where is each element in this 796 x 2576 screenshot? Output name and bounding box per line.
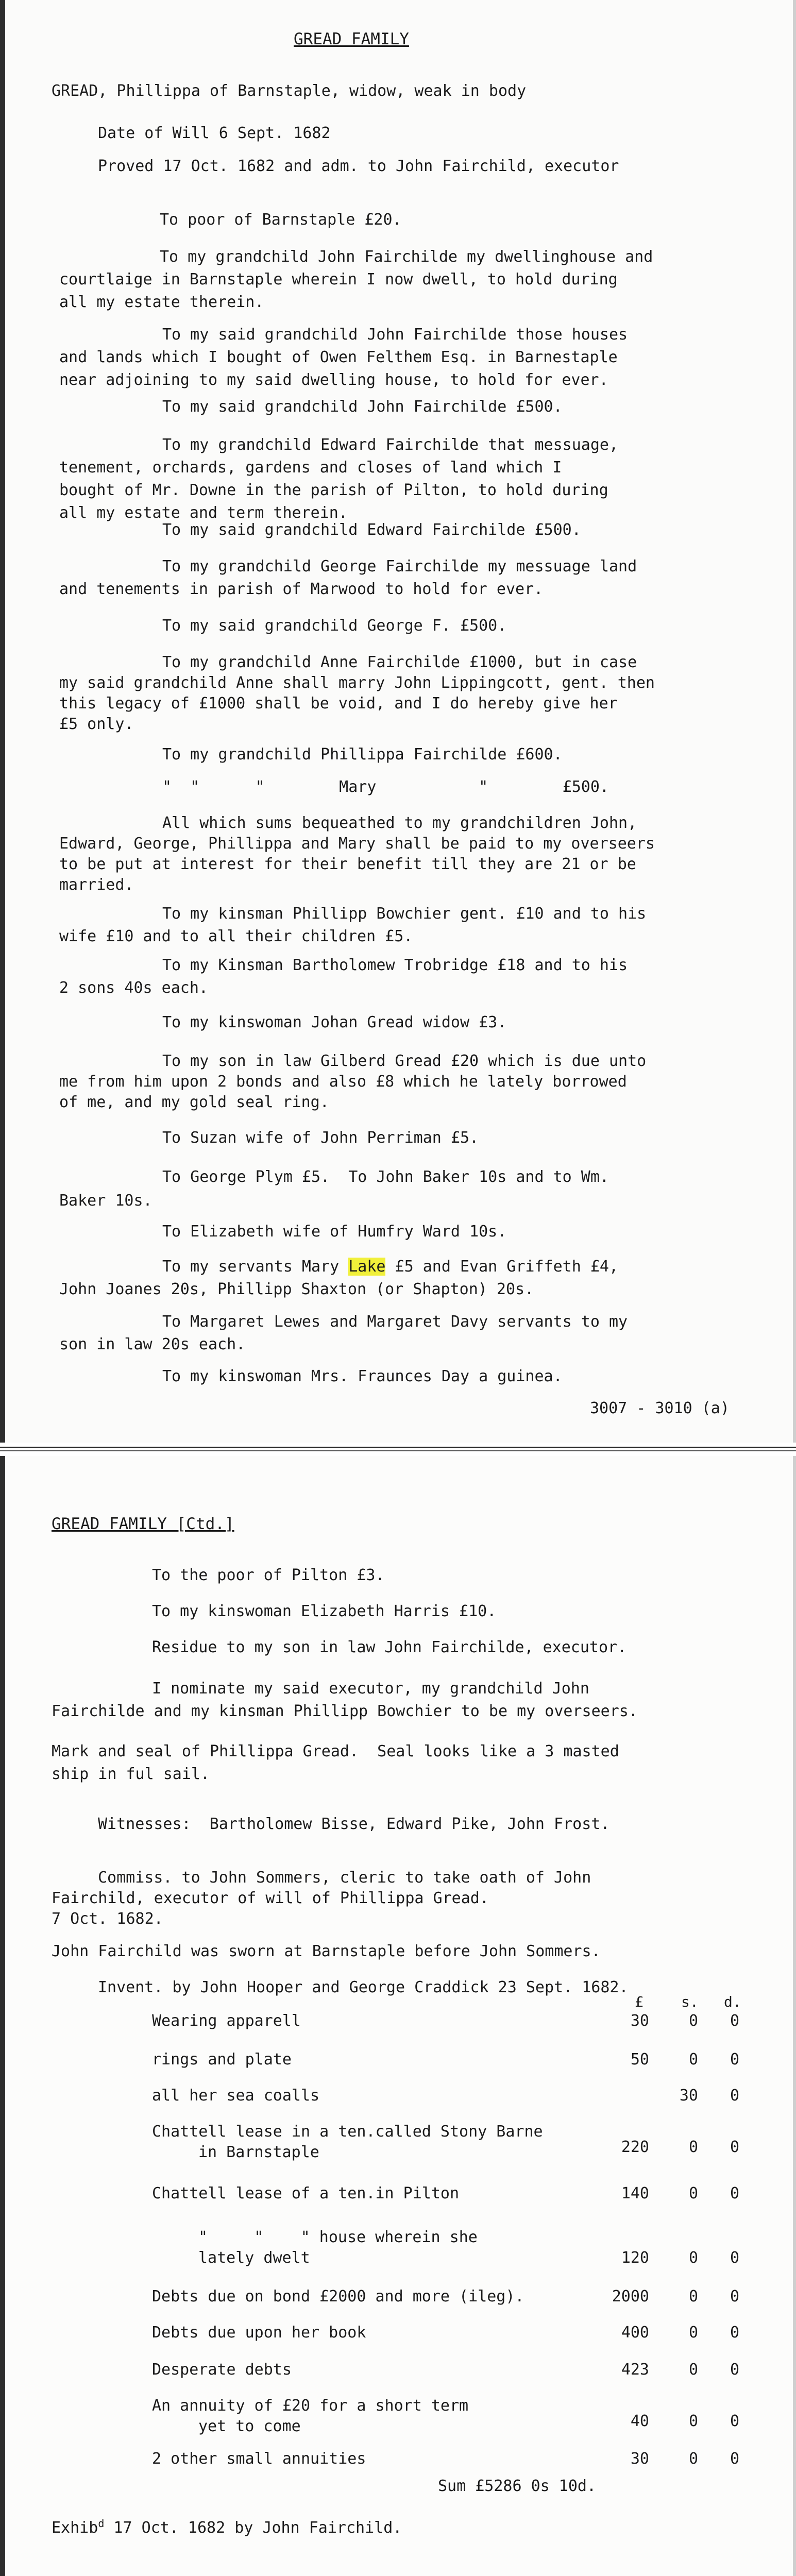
text-line: To my said grandchild George F. £500.: [162, 617, 507, 635]
pence-value: 0: [730, 2450, 739, 2468]
inventory-item-continued: in Barnstaple: [198, 2143, 319, 2161]
inventory-item: Debts due upon her book: [152, 2324, 366, 2342]
shillings-value: 0: [688, 2050, 698, 2069]
pence-value: 0: [730, 2287, 739, 2306]
pence-value: 0: [730, 2361, 739, 2379]
text-segment: To my servants Mary: [162, 1258, 349, 1276]
shillings-value: 0: [688, 2361, 698, 2379]
text-line: of me, and my gold seal ring.: [59, 1093, 329, 1111]
text-segment: 17 Oct. 1682 by John Fairchild.: [104, 2519, 402, 2537]
text-line: married.: [59, 876, 134, 894]
pence-value: 0: [730, 2249, 739, 2267]
shillings-value: 0: [688, 2184, 698, 2202]
pounds-value: 30: [630, 2450, 649, 2468]
inventory-item-continued: lately dwelt: [198, 2249, 310, 2267]
text-line: To my grandchild Anne Fairchilde £1000, but in case: [162, 653, 637, 671]
text-line: son in law 20s each.: [59, 1335, 246, 1353]
text-segment: Exhib: [52, 2519, 98, 2537]
text-line: near adjoining to my said dwelling house, to hold for ever.: [59, 371, 608, 389]
text-line: To poor of Barnstaple £20.: [160, 211, 402, 229]
shillings-value: 0: [688, 2249, 698, 2267]
shillings-value: 0: [688, 2138, 698, 2156]
text-line: To my grandchild George Fairchilde my messuage land: [162, 557, 637, 575]
text-line: GREAD, Phillippa of Barnstaple, widow, weak in body: [52, 82, 527, 100]
shillings-value: 0: [688, 2324, 698, 2342]
pence-value: 0: [730, 2324, 739, 2342]
inventory-item: Chattell lease of a ten.in Pilton: [152, 2184, 460, 2202]
pence-value: 0: [730, 2184, 739, 2202]
document-page-2: [0, 1456, 796, 2576]
page-title: GREAD FAMILY [Ctd.]: [52, 1515, 234, 1533]
text-line: To my kinswoman Mrs. Fraunces Day a guinea.: [162, 1367, 563, 1385]
text-line: I nominate my said executor, my grandchild John: [152, 1680, 589, 1698]
scan-edge: [0, 1456, 5, 2576]
text-line: To my son in law Gilberd Gread £20 which is due unto: [162, 1052, 647, 1070]
text-line: John Joanes 20s, Phillipp Shaxton (or Shapton) 20s.: [59, 1280, 534, 1298]
pence-value: 0: [730, 2050, 739, 2069]
column-header-pounds: £: [635, 1993, 643, 2010]
text-line: bought of Mr. Downe in the parish of Pilton, to hold during: [59, 481, 608, 499]
column-header-shillings: s.: [681, 1993, 699, 2010]
inventory-item: rings and plate: [152, 2050, 292, 2069]
pounds-value: 423: [621, 2361, 649, 2379]
text-line: John Fairchild was sworn at Barnstaple before John Sommers.: [52, 1942, 601, 1960]
text-line: To George Plym £5. To John Baker 10s and to Wm.: [162, 1168, 609, 1186]
text-line: 7 Oct. 1682.: [52, 1910, 163, 1928]
pounds-value: 140: [621, 2184, 649, 2202]
text-line: tenement, orchards, gardens and closes of land which I: [59, 459, 562, 477]
text-line: Commiss. to John Sommers, cleric to take oath of John: [98, 1869, 591, 1887]
shillings-value: 30: [679, 2087, 698, 2105]
inventory-item: 2 other small annuities: [152, 2450, 366, 2468]
text-line: To my grandchild John Fairchilde my dwellinghouse and: [160, 248, 653, 266]
inventory-item: An annuity of £20 for a short term: [152, 2397, 469, 2415]
text-line: Proved 17 Oct. 1682 and adm. to John Fairchild, executor: [98, 157, 619, 175]
text-line: all my estate therein.: [59, 293, 264, 311]
pounds-value: 400: [621, 2324, 649, 2342]
pounds-value: 220: [621, 2138, 649, 2156]
pounds-value: 30: [630, 2012, 649, 2030]
pounds-value: 40: [630, 2412, 649, 2430]
shillings-value: 0: [688, 2450, 698, 2468]
shillings-value: 0: [688, 2012, 698, 2030]
pence-value: 0: [730, 2412, 739, 2430]
text-line: To my said grandchild John Fairchilde £500.: [162, 398, 563, 416]
text-line: 2 sons 40s each.: [59, 979, 208, 997]
pounds-value: 120: [621, 2249, 649, 2267]
text-line: and tenements in parish of Marwood to hold for ever.: [59, 580, 544, 598]
text-line: my said grandchild Anne shall marry John Lippingcott, gent. then: [59, 674, 655, 692]
pence-value: 0: [730, 2138, 739, 2156]
inventory-item-continued: yet to come: [198, 2417, 301, 2435]
scan-edge: [793, 0, 796, 1443]
pence-value: 0: [730, 2012, 739, 2030]
text-segment: £5 and Evan Griffeth £4,: [385, 1258, 619, 1276]
inventory-sum: Sum £5286 0s 10d.: [438, 2477, 597, 2495]
text-line: All which sums bequeathed to my grandchildren John,: [162, 814, 637, 832]
text-line: To my Kinsman Bartholomew Trobridge £18 and to his: [162, 956, 628, 974]
text-line: Residue to my son in law John Fairchilde, executor.: [152, 1638, 627, 1656]
text-line: Edward, George, Phillippa and Mary shall be paid to my overseers: [59, 835, 655, 853]
text-line: £5 only.: [59, 715, 134, 733]
pounds-value: 2000: [612, 2287, 649, 2306]
text-line: and lands which I bought of Owen Felthem Esq. in Barnestaple: [59, 348, 618, 366]
text-line: To my said grandchild John Fairchilde those houses: [162, 326, 628, 344]
inventory-item: " " " house wherein she: [198, 2228, 478, 2246]
text-line: To my kinsman Phillipp Bowchier gent. £10 and to his: [162, 905, 647, 923]
page-separator-line: [0, 1447, 796, 1448]
scan-edge: [0, 0, 5, 1443]
text-line: Date of Will 6 Sept. 1682: [98, 124, 331, 142]
inventory-item: all her sea coalls: [152, 2087, 320, 2105]
page-title: GREAD FAMILY: [294, 30, 409, 48]
page-separator-line: [0, 1450, 796, 1451]
text-line: [162, 1256, 618, 1278]
text-line: To Margaret Lewes and Margaret Davy servants to my: [162, 1313, 628, 1331]
inventory-item: Desperate debts: [152, 2361, 292, 2379]
text-line: To my grandchild Edward Fairchilde that messuage,: [162, 436, 619, 454]
column-header-pence: d.: [724, 1993, 741, 2010]
inventory-item: Debts due on bond £2000 and more (ileg).: [152, 2287, 524, 2306]
exhibited-line: [52, 2512, 402, 2539]
text-line: To Elizabeth wife of Humfry Ward 10s.: [162, 1223, 507, 1241]
pence-value: 0: [730, 2087, 739, 2105]
superscript: d: [98, 2517, 105, 2530]
text-line: To my grandchild Phillippa Fairchilde £600.: [162, 745, 563, 764]
text-line: all my estate and term therein.: [59, 504, 348, 522]
text-line: To my said grandchild Edward Fairchilde £500.: [162, 521, 581, 539]
shillings-value: 0: [688, 2287, 698, 2306]
inventory-item: Wearing apparell: [152, 2012, 301, 2030]
inventory-item: Chattell lease in a ten.called Stony Barne: [152, 2123, 543, 2141]
text-line: To Suzan wife of John Perriman £5.: [162, 1129, 479, 1147]
text-line: Baker 10s.: [59, 1192, 153, 1210]
text-line: To my kinswoman Johan Gread widow £3.: [162, 1013, 507, 1031]
text-line: wife £10 and to all their children £5.: [59, 927, 413, 945]
scan-edge: [793, 1456, 796, 2576]
page-separator: [0, 1443, 796, 1456]
text-line: Fairchilde and my kinsman Phillipp Bowchier to be my overseers.: [52, 1702, 638, 1720]
shillings-value: 0: [688, 2412, 698, 2430]
text-line: Mark and seal of Phillippa Gread. Seal looks like a 3 masted: [52, 1742, 619, 1760]
reference-number: 3007 - 3010 (a): [590, 1399, 730, 1417]
highlighted-word: Lake: [348, 1258, 386, 1276]
text-line: Witnesses: Bartholomew Bisse, Edward Pike, John Frost.: [98, 1815, 610, 1833]
text-line: me from him upon 2 bonds and also £8 which he lately borrowed: [59, 1073, 627, 1091]
text-line: this legacy of £1000 shall be void, and I do hereby give her: [59, 694, 618, 713]
text-line: Fairchild, executor of will of Phillippa Gread.: [52, 1889, 489, 1907]
text-line: To my kinswoman Elizabeth Harris £10.: [152, 1602, 497, 1620]
text-line: courtlaige in Barnstaple wherein I now dwell, to hold during: [59, 270, 618, 289]
text-line: ship in ful sail.: [52, 1765, 210, 1783]
text-line: To the poor of Pilton £3.: [152, 1566, 385, 1584]
text-line: to be put at interest for their benefit till they are 21 or be: [59, 855, 636, 873]
pounds-value: 50: [630, 2050, 649, 2069]
text-line: " " " Mary " £500.: [162, 778, 609, 796]
text-line: Invent. by John Hooper and George Craddick 23 Sept. 1682.: [98, 1978, 629, 1996]
